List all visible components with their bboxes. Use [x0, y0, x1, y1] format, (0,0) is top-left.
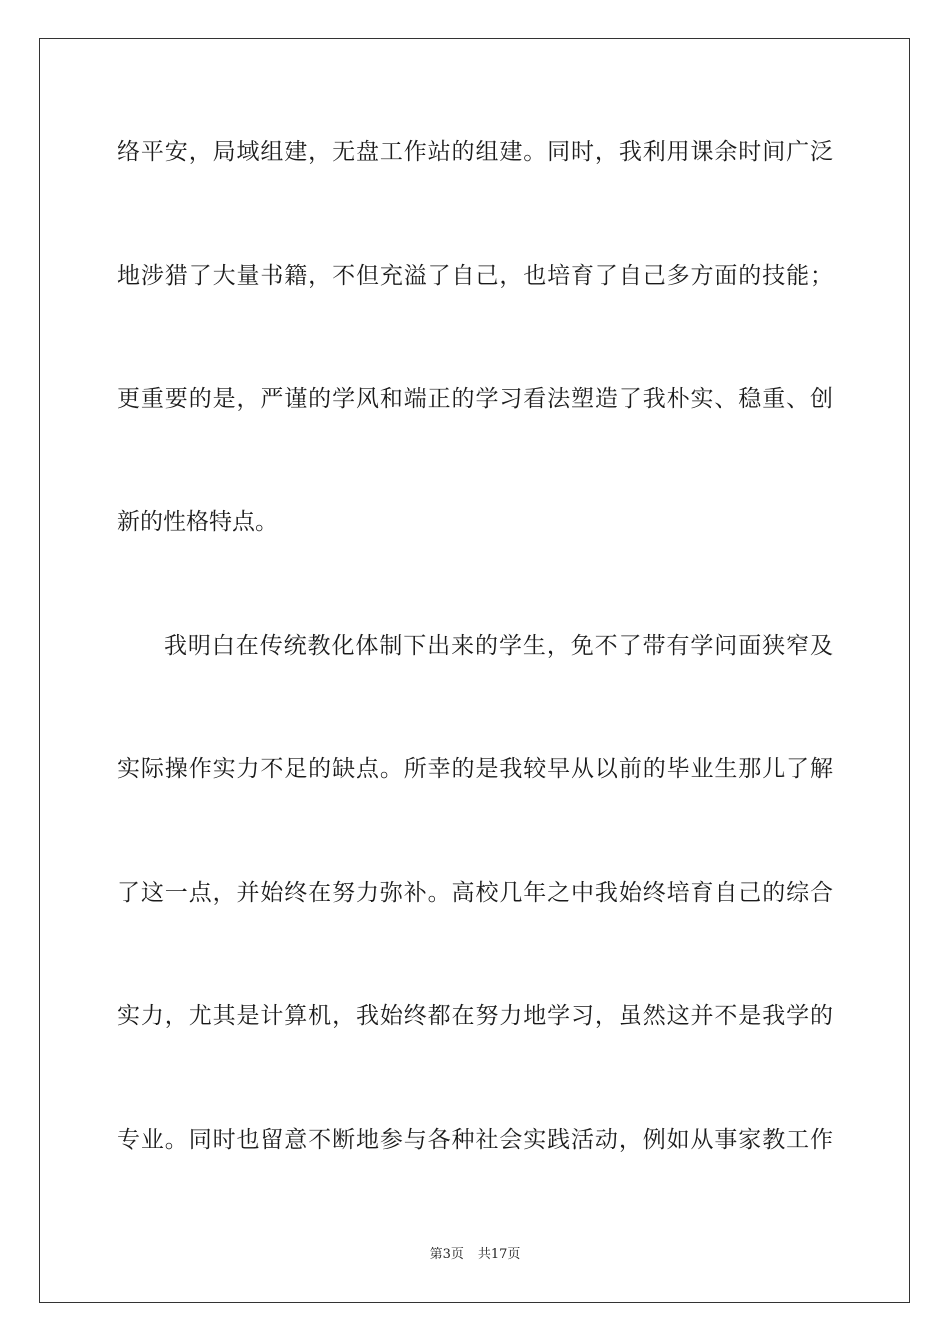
- paragraph-line: 我明白在传统教化体制下出来的学生，免不了带有学问面狭窄及: [164, 633, 833, 659]
- paragraph-line: 了这一点，并始终在努力弥补。高校几年之中我始终培育自己的综合: [117, 880, 833, 906]
- paragraph-line: 新的性格特点。: [117, 509, 278, 535]
- page-number: 第3页: [429, 1247, 464, 1262]
- page-total: 共17页: [477, 1247, 521, 1262]
- paragraph-line: 实力，尤其是计算机，我始终都在努力地学习，虽然这并不是我学的: [117, 1003, 833, 1029]
- paragraph-line: 专业。同时也留意不断地参与各种社会实践活动，例如从事家教工作: [117, 1127, 833, 1153]
- paragraph-line: 更重要的是，严谨的学风和端正的学习看法塑造了我朴实、稳重、创: [117, 386, 833, 412]
- paragraph-line: 络平安，局域组建，无盘工作站的组建。同时，我利用课余时间广泛: [117, 139, 833, 165]
- paragraph-line: 实际操作实力不足的缺点。所幸的是我较早从以前的毕业生那儿了解: [117, 756, 833, 782]
- page-footer: [0, 1247, 950, 1263]
- page-border: [39, 38, 910, 1303]
- paragraph-line: 地涉猎了大量书籍，不但充溢了自己，也培育了自己多方面的技能；: [117, 263, 833, 289]
